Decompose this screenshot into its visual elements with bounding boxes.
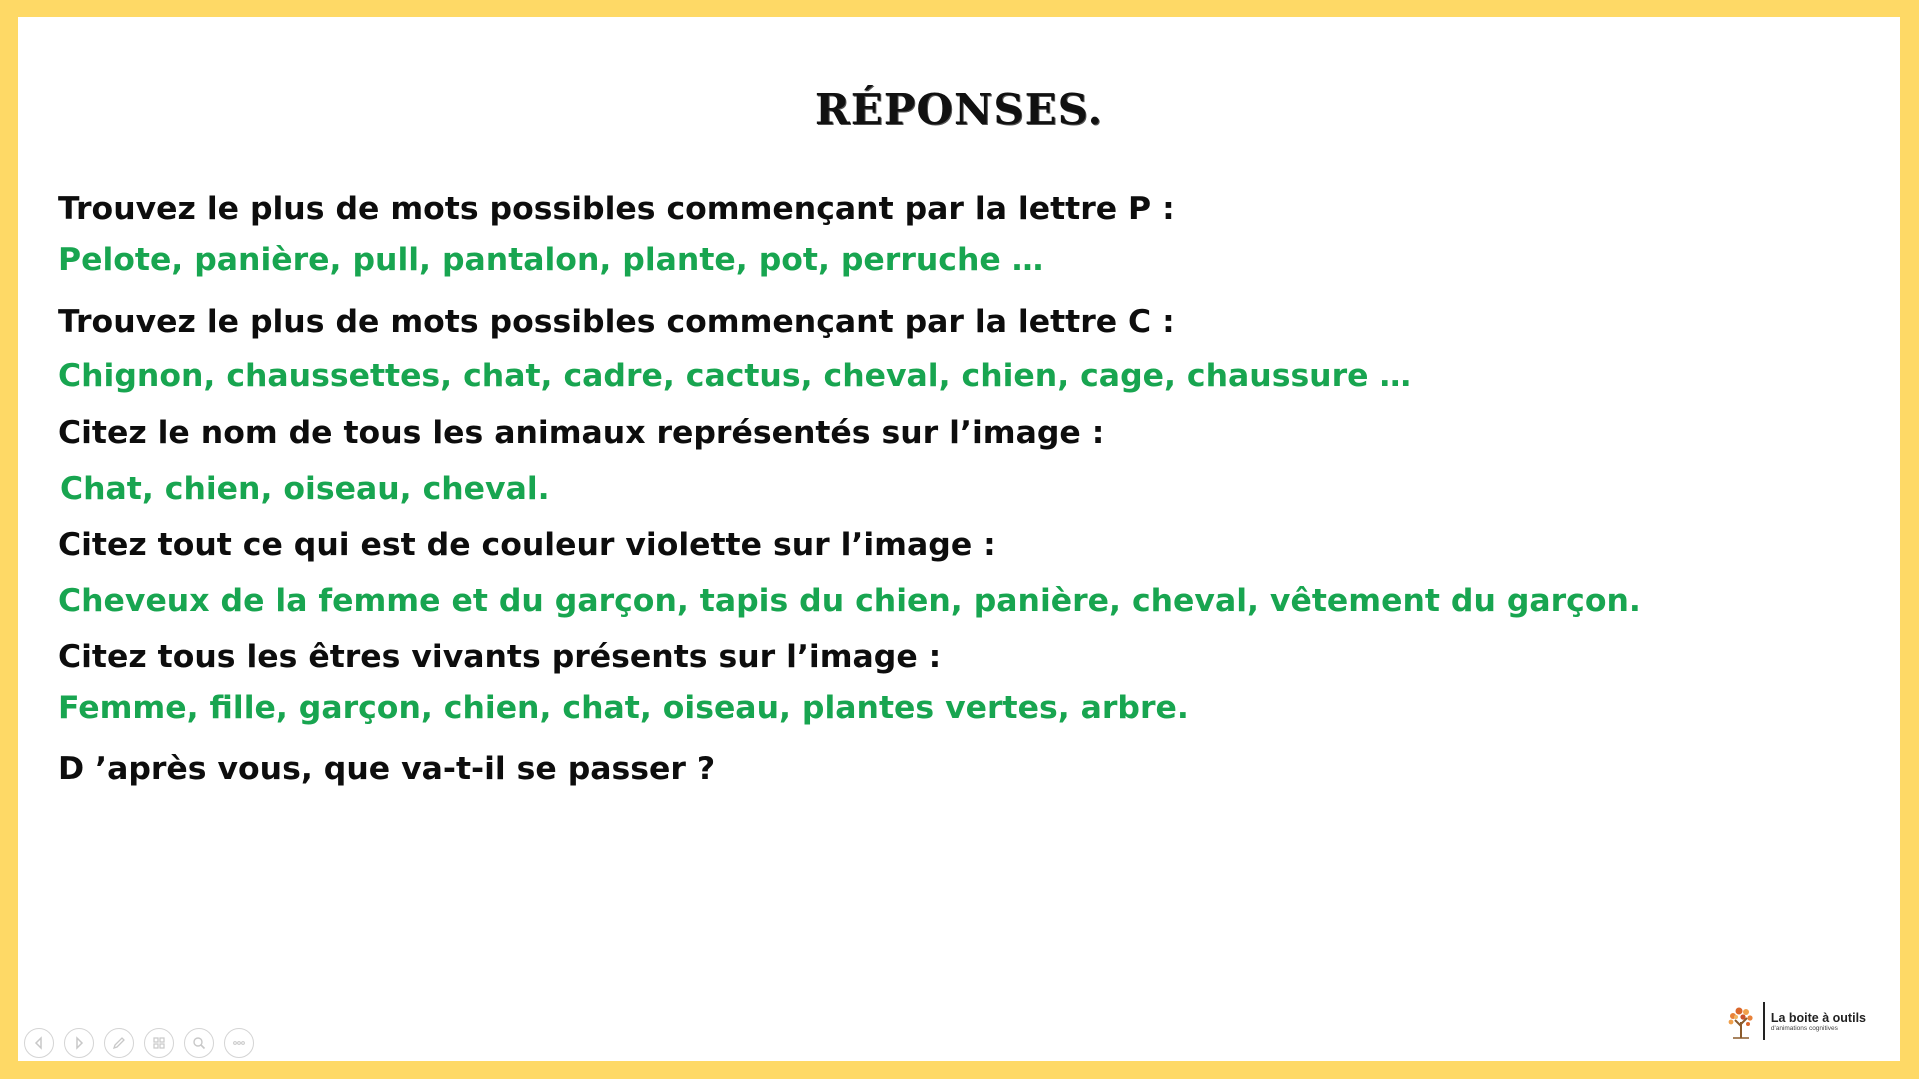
slide (18, 17, 1900, 1061)
slides-icon (151, 1035, 167, 1051)
see-all-slides-button[interactable] (144, 1028, 174, 1058)
pen-icon (111, 1035, 127, 1051)
next-slide-button[interactable] (64, 1028, 94, 1058)
logo-text (1771, 1011, 1866, 1032)
zoom-button[interactable] (184, 1028, 214, 1058)
more-icon (231, 1035, 247, 1051)
question-animals: Citez le nom de tous les animaux représentés sur l’image : (58, 415, 1105, 451)
answer-letter-c: Chignon, chaussettes, chat, cadre, cactus, cheval, chien, cage, chaussure … (58, 358, 1411, 394)
answer-animals: Chat, chien, oiseau, cheval. (60, 471, 550, 507)
previous-slide-button[interactable] (24, 1028, 54, 1058)
slide-title: RÉPONSES. (814, 85, 1104, 134)
question-what-next: D ’après vous, que va-t-il se passer ? (58, 751, 716, 787)
tree-icon (1723, 1002, 1759, 1040)
brand-logo (1723, 999, 1866, 1043)
pen-button[interactable] (104, 1028, 134, 1058)
next-icon (71, 1035, 87, 1051)
more-options-button[interactable] (224, 1028, 254, 1058)
logo-divider (1763, 1002, 1765, 1040)
answer-violet: Cheveux de la femme et du garçon, tapis du chien, panière, cheval, vêtement du garçon. (58, 583, 1641, 619)
question-letter-p: Trouvez le plus de mots possibles commençant par la lettre P : (58, 191, 1175, 227)
previous-icon (31, 1035, 47, 1051)
question-violet: Citez tout ce qui est de couleur violette sur l’image : (58, 527, 996, 563)
question-letter-c: Trouvez le plus de mots possibles commençant par la lettre C : (58, 304, 1175, 340)
slideshow-controls (24, 1028, 254, 1058)
answer-living-beings: Femme, fille, garçon, chien, chat, oiseau, plantes vertes, arbre. (58, 690, 1189, 726)
logo-name: La boite à outils (1770, 1010, 1866, 1025)
zoom-icon (191, 1035, 207, 1051)
logo-tagline: d'animations cognitives (1770, 1024, 1838, 1032)
answer-letter-p: Pelote, panière, pull, pantalon, plante, pot, perruche … (58, 242, 1044, 278)
question-living-beings: Citez tous les êtres vivants présents sur l’image : (58, 639, 942, 675)
